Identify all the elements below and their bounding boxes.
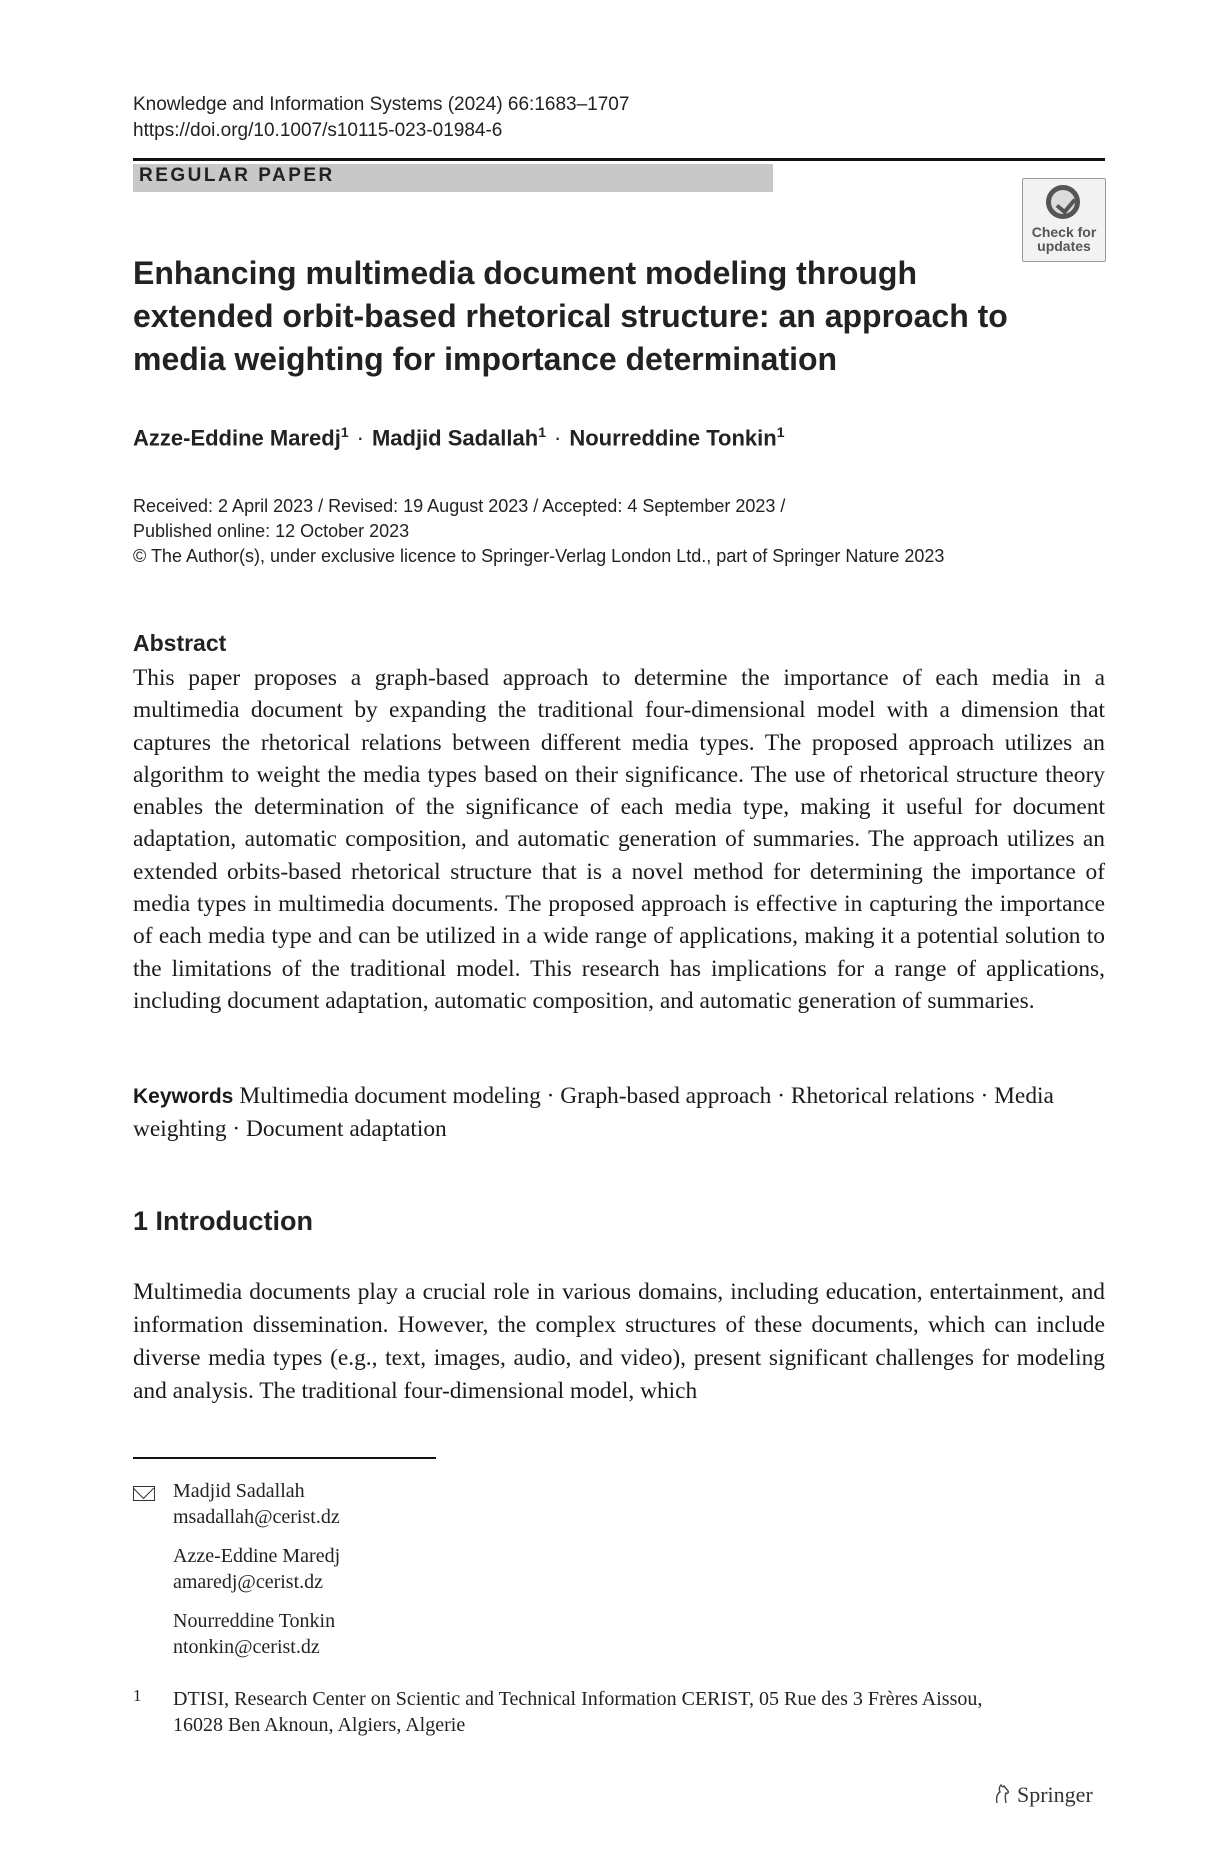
title-line: extended orbit-based rhetorical structure: an approach to	[133, 298, 1008, 334]
check-for-updates-icon	[1046, 185, 1080, 219]
affiliation-line: DTISI, Research Center on Scientic and Technical Information CERIST, 05 Rue des 3 Frères Aissou,	[173, 1688, 983, 1710]
contact-email[interactable]: ntonkin@cerist.dz	[173, 1636, 320, 1658]
author-name[interactable]: Nourreddine Tonkin	[569, 425, 777, 451]
section-body: Multimedia documents play a crucial role in various domains, including education, entertainment, and information dissemination. However, the complex structures of these documents, which can include diverse media types (e.g., text, images, audio, and video), present significant challenges for modeling and analysis. The traditional four-dimensional model, which	[133, 1279, 1105, 1404]
contact-author	[173, 1543, 340, 1595]
check-for-updates-label: Check for updates	[1031, 224, 1097, 254]
dates-line: Published online: 12 October 2023	[133, 521, 410, 541]
corresponding-author	[173, 1478, 340, 1530]
publisher-logo	[993, 1782, 1093, 1808]
contact-author	[173, 1608, 335, 1660]
author-affil-mark: 1	[776, 424, 785, 440]
author-name[interactable]: Madjid Sadallah	[371, 425, 539, 451]
check-for-updates-badge[interactable]	[1022, 178, 1106, 262]
affiliation-number: 1	[133, 1686, 142, 1705]
paper-title	[133, 252, 1013, 381]
dates-line: Received: 2 April 2023 / Revised: 19 August 2023 / Accepted: 4 September 2023 /	[133, 496, 786, 516]
abstract-body: This paper proposes a graph-based approach to determine the importance of each media in a multimedia document by expanding the traditional four-dimensional model with a dimension that captures the rhetorical relations between different media types. The proposed approach utilizes an algorithm to weight the media types based on their significance. The use of rhetorical structure theory enables the determination of the significance of each media type, making it useful for document adaptation, automatic composition, and automatic generation of summaries. The approach utilizes an extended orbits-based rhetorical structure that is a novel method for determining the importance of media types in multimedia documents. The proposed approach is effective in capturing the importance of each media type and can be utilized in a wide range of applications, making it a potential solution to the limitations of the traditional model. This research has implications for a range of applications, including document adaptation, automatic composition, and automatic generation of summaries.	[133, 665, 1105, 1014]
envelope-icon	[133, 1486, 155, 1501]
title-line: Enhancing multimedia document modeling through	[133, 255, 917, 291]
paper-type-bar	[133, 164, 773, 192]
publisher-name: Springer	[1017, 1782, 1093, 1807]
author-separator: ·	[356, 425, 364, 451]
contact-name: Nourreddine Tonkin	[173, 1610, 336, 1632]
section-heading: 1 Introduction	[133, 1206, 313, 1236]
contact-email[interactable]: amaredj@cerist.dz	[173, 1571, 324, 1593]
affiliation-text	[173, 1686, 1103, 1738]
springer-horse-icon	[993, 1783, 1011, 1805]
contact-name: Madjid Sadallah	[173, 1480, 305, 1502]
author-separator: ·	[554, 425, 562, 451]
contact-name: Azze-Eddine Maredj	[173, 1545, 341, 1567]
journal-citation: Knowledge and Information Systems (2024) 66:1683–1707	[133, 94, 630, 115]
affiliation-line: 16028 Ben Aknoun, Algiers, Algerie	[173, 1714, 466, 1736]
footnote-rule	[133, 1457, 436, 1459]
contact-email[interactable]: msadallah@cerist.dz	[173, 1506, 340, 1528]
keywords-text: Multimedia document modeling · Graph-based approach · Rhetorical relations · Media weighting · Document adaptation	[133, 1083, 1054, 1143]
publication-dates	[133, 494, 944, 569]
paper-type-label: REGULAR PAPER	[139, 165, 335, 186]
keywords-label: Keywords	[133, 1085, 234, 1108]
title-line: media weighting for importance determination	[133, 341, 838, 377]
header-rule	[133, 158, 1105, 161]
author-affil-mark: 1	[538, 424, 546, 440]
journal-header	[133, 92, 629, 144]
author-affil-mark: 1	[340, 424, 349, 440]
copyright-line: © The Author(s), under exclusive licence to Springer-Verlag London Ltd., part of Springer Nature 2023	[133, 546, 945, 566]
author-name[interactable]: Azze-Eddine Maredj	[133, 425, 341, 451]
doi-link[interactable]: https://doi.org/10.1007/s10115-023-01984-6	[133, 120, 503, 141]
abstract-heading: Abstract	[133, 630, 227, 656]
keywords	[133, 1080, 1105, 1146]
author-list	[133, 424, 785, 451]
